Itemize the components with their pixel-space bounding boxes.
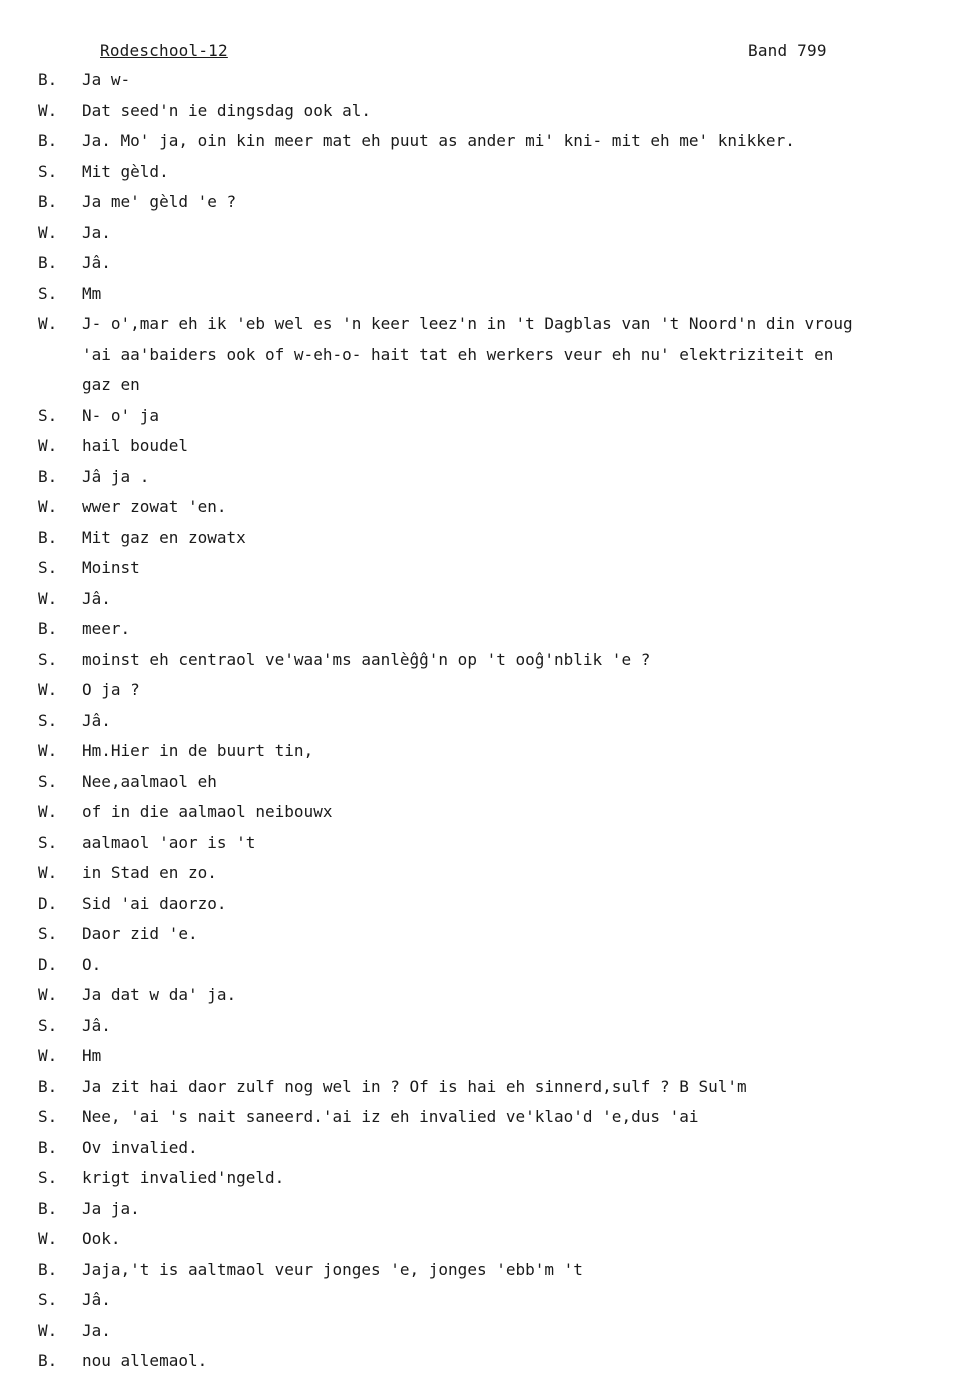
utterance-text: moinst eh centraol ve'waa'ms aanlèĝĝ'n op 't ooĝ'nblik 'e ?: [82, 649, 651, 669]
utterance-text: Dat seed'n ie dingsdag ook al.: [82, 100, 371, 120]
transcript-line: [0, 955, 979, 986]
utterance-text: O ja ?: [82, 680, 140, 699]
utterance-text: Ja zit hai daor zulf nog wel in ? Of is hai eh sinnerd,sulf ? B Sul'm: [82, 1076, 747, 1096]
speaker-label: W.: [38, 497, 58, 516]
transcript-line: [0, 1138, 979, 1169]
transcript-line: [0, 833, 979, 864]
transcript-line: [0, 1229, 979, 1260]
speaker-label: S.: [38, 558, 58, 577]
transcript-line: [0, 1351, 979, 1382]
utterance-text: Ja.: [82, 222, 111, 242]
utterance-text: aalmaol 'aor is 't: [82, 832, 256, 852]
transcript-line: [0, 589, 979, 620]
transcript-line: [0, 711, 979, 742]
speaker-label: B.: [38, 1351, 58, 1370]
speaker-label: S.: [38, 161, 58, 181]
transcript-line: [0, 1107, 979, 1138]
speaker-label: B.: [38, 253, 58, 272]
utterance-text: in Stad en zo.: [82, 863, 217, 882]
transcript-line: [0, 101, 979, 132]
speaker-label: S.: [38, 405, 58, 425]
utterance-text: Jâ.: [82, 1290, 111, 1309]
transcript-line: [0, 406, 979, 437]
utterance-text: Jâ ja .: [82, 466, 150, 486]
speaker-label: S.: [38, 832, 58, 852]
utterance-text: krigt invalied'ngeld.: [82, 1168, 285, 1187]
transcript-line: [0, 1260, 979, 1291]
speaker-label: B.: [38, 1259, 58, 1279]
band-number: Band 799: [748, 41, 827, 60]
speaker-label: B.: [38, 619, 58, 638]
speaker-label: W.: [38, 588, 58, 608]
speaker-label: W.: [38, 314, 58, 333]
speaker-label: S.: [38, 1015, 58, 1035]
speaker-label: S.: [38, 1168, 58, 1187]
speaker-label: B.: [38, 527, 58, 547]
utterance-text: N- o' ja: [82, 405, 160, 425]
speaker-label: S.: [38, 649, 58, 669]
speaker-label: D.: [38, 893, 58, 913]
speaker-label: S.: [38, 1290, 58, 1309]
transcript-line: [0, 1016, 979, 1047]
transcript-line: [0, 192, 979, 223]
utterance-text: Mit gaz en zowatx: [82, 527, 246, 547]
transcript-line: [0, 741, 979, 772]
speaker-label: S.: [38, 710, 58, 730]
speaker-label: B.: [38, 131, 58, 150]
speaker-label: W.: [38, 1229, 58, 1248]
speaker-label: W.: [38, 100, 58, 120]
transcript-line: [0, 253, 979, 284]
transcript-line: [0, 619, 979, 650]
utterance-text: Moinst: [82, 558, 140, 577]
transcript-line: [0, 223, 979, 254]
transcript-line: [0, 802, 979, 833]
transcript-line: [0, 375, 979, 406]
utterance-text: wwer zowat 'en.: [82, 497, 227, 516]
document-title: Rodeschool-12: [100, 41, 228, 60]
utterance-text: Jâ.: [82, 710, 111, 730]
utterance-text: Jaja,'t is aaltmaol veur jonges 'e, jonges 'ebb'm 't: [82, 1259, 583, 1279]
utterance-text: O.: [82, 954, 102, 974]
transcript-line: [0, 70, 979, 101]
utterance-text: Ja. Mo' ja, oin kin meer mat eh puut as ander mi' kni- mit eh me' knikker.: [82, 131, 795, 150]
transcript-line: [0, 345, 979, 376]
transcript-line: [0, 284, 979, 315]
speaker-label: W.: [38, 802, 58, 821]
utterance-text: Ja.: [82, 1320, 111, 1340]
utterance-text: Sid 'ai daorzo.: [82, 893, 227, 913]
transcript-line: [0, 863, 979, 894]
transcript-line: [0, 467, 979, 498]
utterance-text: Ja me' gèld 'e ?: [82, 192, 237, 211]
speaker-label: S.: [38, 1107, 58, 1126]
transcript-line: [0, 924, 979, 955]
speaker-label: W.: [38, 1046, 58, 1065]
transcript-line: [0, 162, 979, 193]
utterance-text: Ja w-: [82, 70, 131, 89]
utterance-text: Jâ.: [82, 588, 111, 608]
utterance-text: Mm: [82, 283, 102, 303]
utterance-text: Jâ.: [82, 253, 111, 272]
transcript-line: [0, 894, 979, 925]
speaker-label: B.: [38, 1076, 58, 1096]
speaker-label: B.: [38, 1198, 58, 1218]
transcript-line: [0, 1077, 979, 1108]
speaker-label: W.: [38, 680, 58, 699]
transcript-line: [0, 1290, 979, 1321]
transcript-line: [0, 1046, 979, 1077]
transcript-line: [0, 528, 979, 559]
speaker-label: B.: [38, 466, 58, 486]
utterance-text: Mit gèld.: [82, 161, 169, 181]
utterance-text: Jâ.: [82, 1015, 111, 1035]
utterance-text: nou allemaol.: [82, 1351, 208, 1370]
transcript-line: [0, 558, 979, 589]
transcript-line: [0, 497, 979, 528]
transcript-line: [0, 1321, 979, 1352]
transcript-line: [0, 985, 979, 1016]
utterance-text: 'ai aa'baiders ook of w-eh-o- hait tat eh werkers veur eh nu' elektriziteit en: [82, 344, 834, 364]
transcript-line: [0, 131, 979, 162]
utterance-text: Nee, 'ai 's nait saneerd.'ai iz eh invalied ve'klao'd 'e,dus 'ai: [82, 1107, 699, 1126]
utterance-text: meer.: [82, 619, 131, 638]
utterance-text: Ook.: [82, 1229, 121, 1248]
transcript-line: [0, 680, 979, 711]
utterance-text: of in die aalmaol neibouwx: [82, 802, 333, 821]
utterance-text: Hm: [82, 1046, 102, 1065]
speaker-label: W.: [38, 863, 58, 882]
speaker-label: B.: [38, 1137, 58, 1157]
utterance-text: J- o',mar eh ik 'eb wel es 'n keer leez'n in 't Dagblas van 't Noord'n din vroug: [82, 314, 853, 333]
speaker-label: W.: [38, 1320, 58, 1340]
speaker-label: S.: [38, 924, 58, 943]
speaker-label: B.: [38, 192, 58, 211]
utterance-text: Daor zid 'e.: [82, 924, 198, 943]
utterance-text: Hm.Hier in de buurt tin,: [82, 741, 314, 760]
transcript-line: [0, 1199, 979, 1230]
speaker-label: W.: [38, 985, 58, 1004]
utterance-text: gaz en: [82, 375, 140, 394]
transcript-line: [0, 650, 979, 681]
speaker-label: S.: [38, 283, 58, 303]
utterance-text: hail boudel: [82, 436, 188, 455]
transcript-line: [0, 1168, 979, 1199]
speaker-label: W.: [38, 436, 58, 455]
speaker-label: D.: [38, 954, 58, 974]
speaker-label: W.: [38, 222, 58, 242]
transcript-line: [0, 772, 979, 803]
utterance-text: Ja ja.: [82, 1198, 140, 1218]
speaker-label: B.: [38, 70, 58, 89]
transcript-lines: [0, 70, 979, 1382]
speaker-label: S.: [38, 771, 58, 791]
utterance-text: Nee,aalmaol eh: [82, 771, 217, 791]
transcript-line: [0, 436, 979, 467]
transcript-line: [0, 314, 979, 345]
speaker-label: W.: [38, 741, 58, 760]
utterance-text: Ja dat w da' ja.: [82, 985, 237, 1004]
utterance-text: Ov invalied.: [82, 1137, 198, 1157]
